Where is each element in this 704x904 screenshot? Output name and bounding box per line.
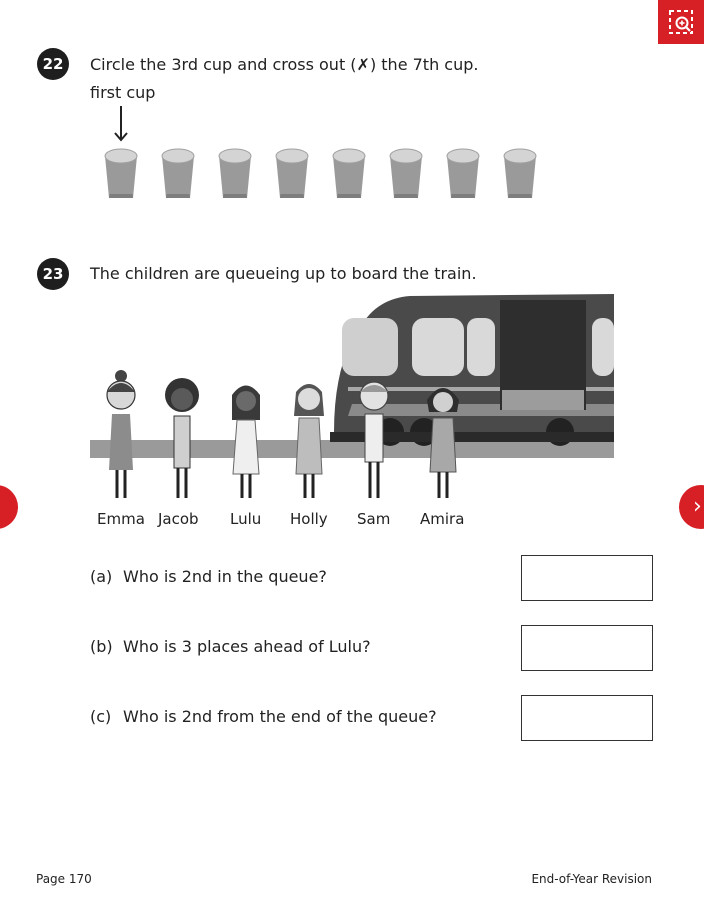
question-text: Circle the 3rd cup and cross out (✗) the 7th cup. — [90, 55, 479, 74]
cup-7[interactable] — [445, 148, 481, 200]
previous-page-button[interactable] — [0, 485, 18, 529]
child-figure — [360, 382, 388, 498]
cup-2[interactable] — [160, 148, 196, 200]
answer-box-c[interactable] — [521, 695, 653, 741]
cup-3[interactable] — [217, 148, 253, 200]
child-figure — [427, 388, 459, 498]
cup-6[interactable] — [388, 148, 424, 200]
question-number: 22 — [37, 48, 69, 80]
question-part-a: (a) Who is 2nd in the queue? — [90, 567, 327, 586]
chevron-right-icon: › — [693, 494, 702, 519]
answer-box-a[interactable] — [521, 555, 653, 601]
child-name-sam: Sam — [357, 510, 391, 528]
child-name-holly: Holly — [290, 510, 328, 528]
next-page-button[interactable] — [679, 485, 704, 529]
child-figure — [294, 384, 324, 498]
zoom-button[interactable] — [658, 0, 704, 44]
page-number: Page 170 — [36, 872, 92, 886]
children-illustration — [90, 370, 490, 505]
cup-5[interactable] — [331, 148, 367, 200]
child-figure — [165, 378, 199, 498]
arrow-down-icon — [112, 104, 130, 144]
child-figure — [232, 386, 260, 499]
section-title: End-of-Year Revision — [531, 872, 652, 886]
child-name-jacob: Jacob — [158, 510, 199, 528]
child-name-emma: Emma — [97, 510, 145, 528]
first-cup-label: first cup — [90, 83, 156, 102]
answer-box-b[interactable] — [521, 625, 653, 671]
question-part-c: (c) Who is 2nd from the end of the queue? — [90, 707, 437, 726]
cup-1[interactable] — [103, 148, 139, 200]
cup-4[interactable] — [274, 148, 310, 200]
child-figure — [107, 370, 135, 498]
zoom-in-icon — [668, 9, 694, 35]
question-number: 23 — [37, 258, 69, 290]
cup-8[interactable] — [502, 148, 538, 200]
child-name-amira: Amira — [420, 510, 465, 528]
question-part-b: (b) Who is 3 places ahead of Lulu? — [90, 637, 371, 656]
question-text: The children are queueing up to board the train. — [90, 264, 477, 283]
child-name-lulu: Lulu — [230, 510, 262, 528]
